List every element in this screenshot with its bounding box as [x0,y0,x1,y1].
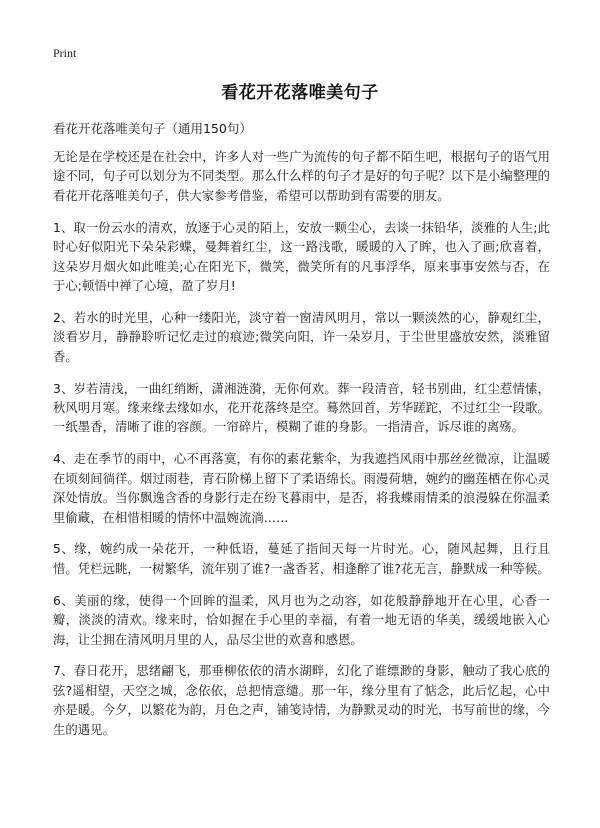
subtitle: 看花开花落唯美句子（通用150句） [53,121,252,136]
paragraph-2: 2、若水的时光里，心种一缕阳光，淡守着一窗清风明月，常以一颗淡然的心，静观红尘，淡看岁月，静静聆听记忆走过的痕迹;微笑向阳，许一朵岁月，于尘世里盛放安然，淡雅留香。 [53,310,550,364]
paragraph-3: 3、岁若清浅，一曲红绡断，潇湘涟漪，无你何欢。葬一段清音，轻书别曲，红尘惹情愫，秋风明月寒。缘来缘去缘如水，花开花落终是空。蓦然回首，芳华蹉跎，不过红尘一段歌。一纸墨香，清晰了谁的容颜。一帘碎片，模糊了谁的身影。一指清音，诉尽谁的离殇。 [53,381,550,435]
paragraph-intro: 无论是在学校还是在社会中，许多人对一些广为流传的句子都不陌生吧，根据句子的语气用途不同，句子可以划分为不同类型。那么什么样的句子才是好的句子呢？以下是小编整理的看花开花落唯美句子，供大家参考借鉴，希望可以帮助到有需要的朋友。 [53,150,550,203]
page-title: 看花开花落唯美句子 [221,83,379,103]
print-link[interactable]: Print [53,46,77,60]
article-body [53,148,550,753]
paragraph-6: 6、美丽的缘，使得一个回眸的温柔，风月也为之动容，如花般静静地开在心里，心香一瓣，淡淡的清欢。缘来时，恰如握在手心里的幸福，有着一地无语的华美，缓缓地嵌入心海，让尘拥在清风明月里的人，品尽尘世的欢喜和感恩。 [53,593,550,647]
paragraph-4: 4、走在季节的雨中，心不再落寞，有你的素花紫伞，为我遮挡风雨中那丝丝微凉，让温暖在顷刻间徜徉。烟过雨巷，青石阶梯上留下了柔语绵长。雨漫荷塘，婉约的幽莲栖在你心灵深处情放。当你飘逸含香的身影行走在纷飞暮雨中，是否，将我蝶雨情柔的浪漫躲在你温柔里偷藏，在相惜相暖的情怀中温婉流淌…… [53,452,550,525]
paragraph-1: 1、取一份云水的清欢，放逐于心灵的陌上，安放一颗尘心，去谈一抹铅华，淡雅的人生;此时心好似阳光下朵朵彩蝶，曼舞着红尘，这一路浅歌，暖暖的入了眸，也入了画;欣喜着，这朵岁月烟火如此唯美;心在阳光下，微笑，微笑所有的凡事浮华，原来事事安然与否，在于心;顿悟中禅了心境，盈了岁月! [53,220,550,293]
paragraph-5: 5、缘，婉约成一朵花开，一种低语，蔓延了指间天每一片时光。心，随风起舞，且行且惜。凭栏远眺，一树繁华，流年别了谁?一盏香茗，相逢醉了谁?花无言，静默成一种等候。 [53,542,550,576]
paragraph-7: 7、春日花开，思绪翩飞，那垂柳依依的清水湖畔，幻化了谁缥渺的身影，触动了我心底的弦?遥相望，天空之城，念依依，总把情意缱。那一年，缘分里有了惦念，此后忆起，心中亦是暖。今夕，以繁花为韵，月色之声，铺笺诗情，为静默灵动的时光，书写前世的缘，今生的遇见。 [53,664,550,737]
